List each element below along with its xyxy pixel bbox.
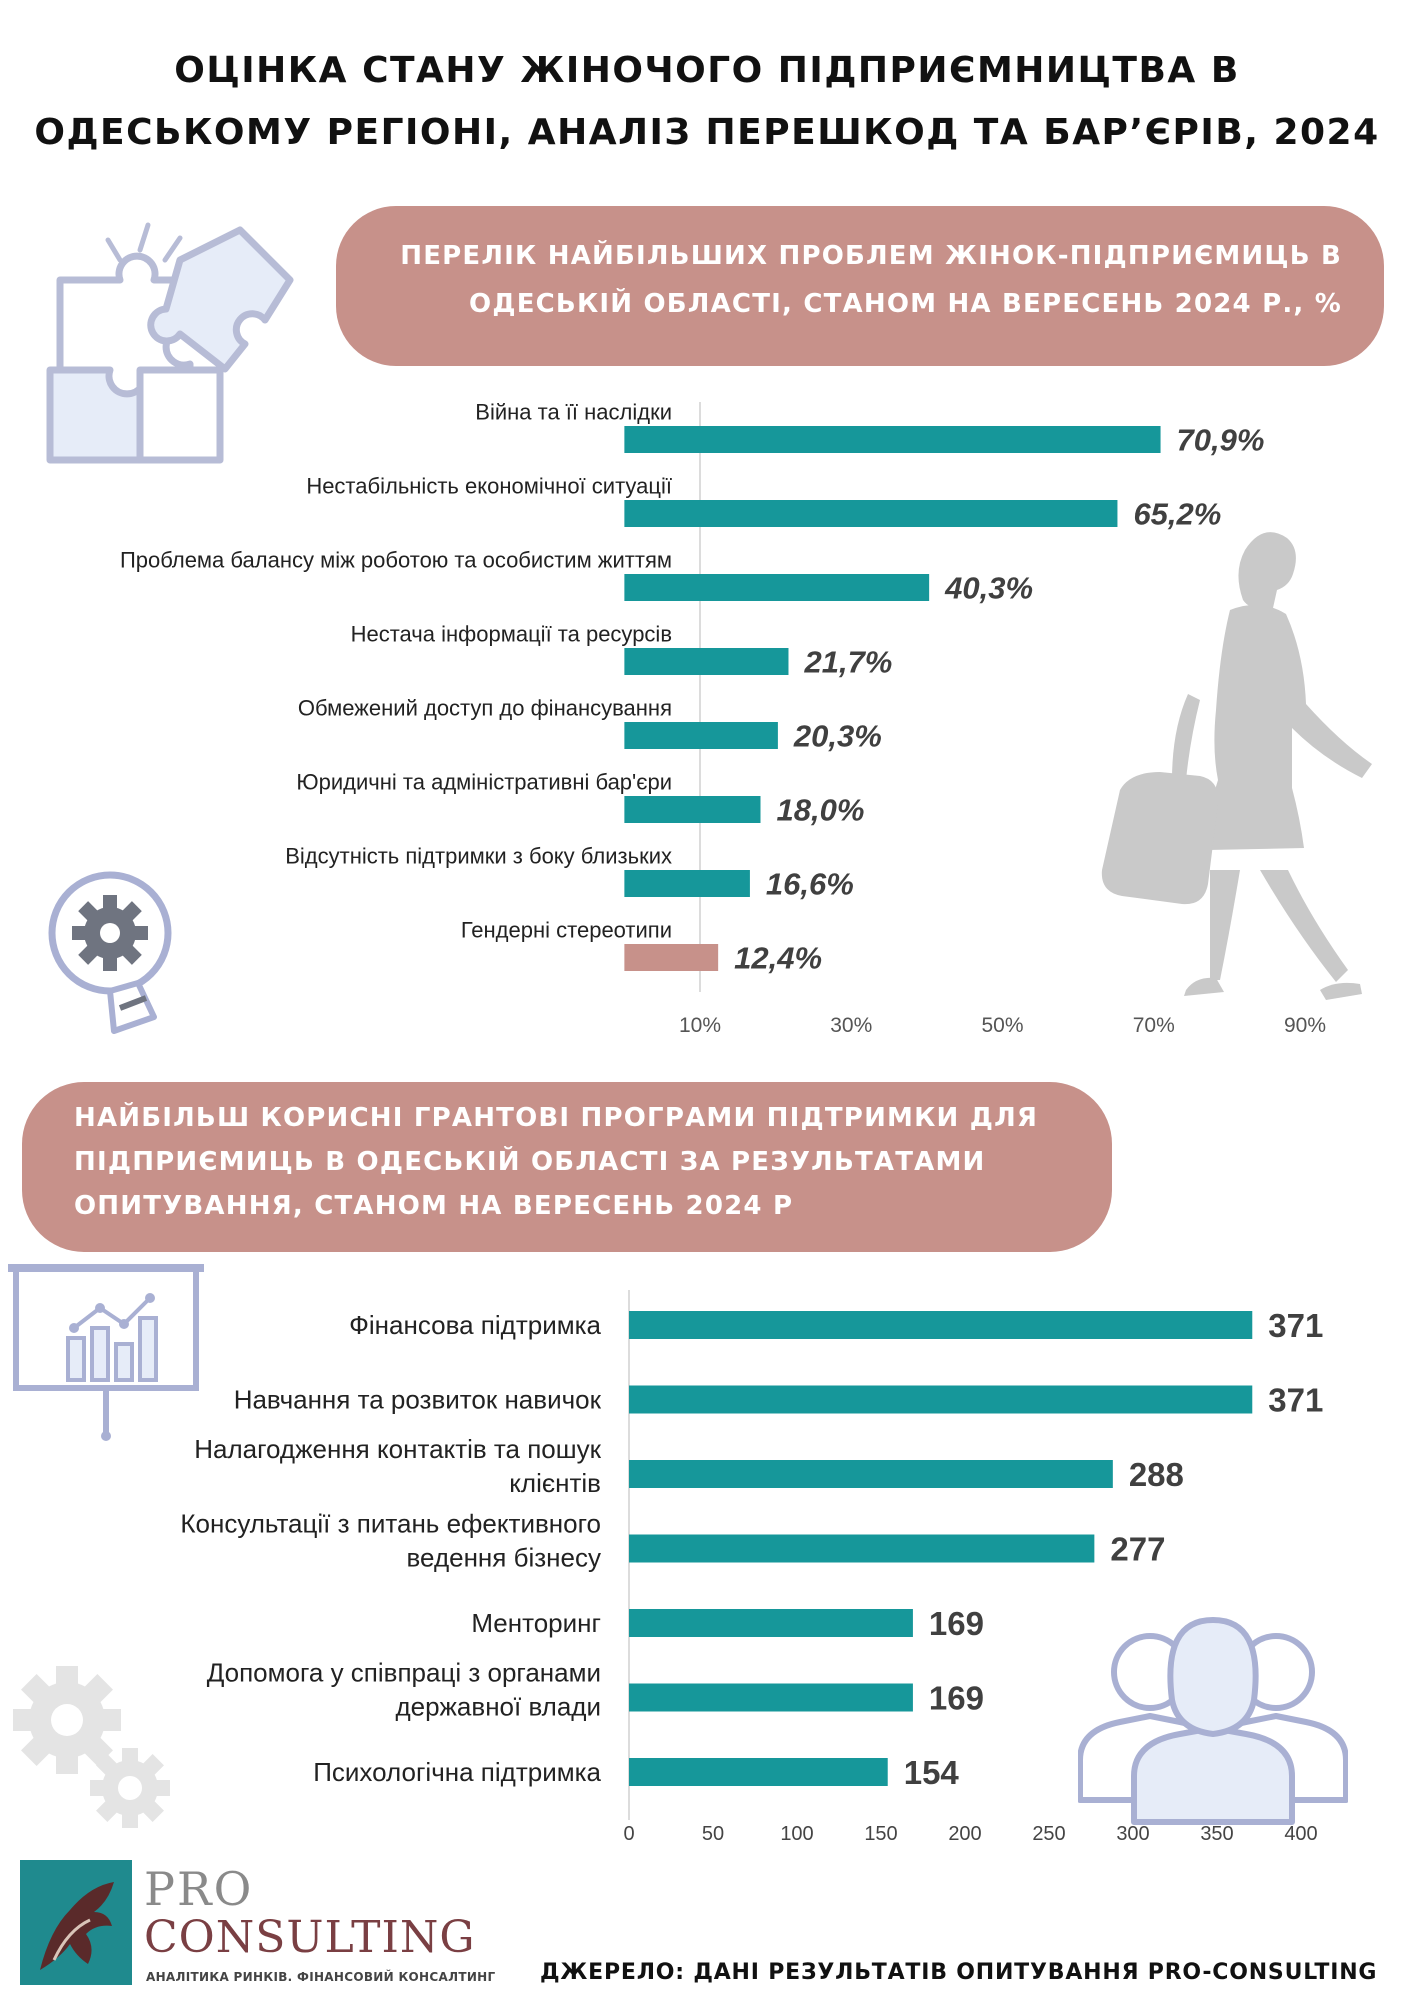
chart-2-category-label: Допомога у співпраці з органами: [206, 1657, 601, 1688]
logo-emblem-icon: [20, 1860, 132, 1985]
chart-2-x-tick-label: 200: [948, 1823, 982, 1845]
page-title: [0, 40, 1414, 164]
chart-1-x-tick-label: 50%: [981, 1014, 1024, 1037]
chart-1-category-label: Відсутність підтримки з боку близьких: [285, 843, 672, 869]
chart-2-x-tick-label: 50: [701, 1823, 725, 1845]
section-2-header: [22, 1082, 1112, 1252]
chart-1-bar: [624, 870, 750, 897]
chart-1-bar: [624, 796, 760, 823]
chart-2-category-label: ведення бізнесу: [406, 1542, 601, 1573]
chart-2-x-tick-label: 300: [1116, 1823, 1150, 1845]
chart-1-x-tick-label: 10%: [678, 1014, 722, 1037]
chart-1-category-label: Юридичні та адміністративні бар'єри: [296, 769, 672, 795]
chart-2-category-label: Фінансова підтримка: [349, 1310, 601, 1340]
page-title-line-2: ОДЕСЬКОМУ РЕГІОНІ, АНАЛІЗ ПЕРЕШКОД ТА БАР’ЄРІВ, 2024: [34, 112, 1380, 153]
chart-2-value-label: 371: [1268, 1307, 1324, 1344]
chart-2-value-label: 277: [1110, 1530, 1166, 1568]
chart-2-x-tick-label: 400: [1284, 1823, 1318, 1845]
chart-2-category-label: державної влади: [395, 1691, 601, 1722]
chart-2-bar: [629, 1535, 1094, 1563]
chart-2-bar: [629, 1758, 888, 1786]
chart-2-value-label: 288: [1128, 1456, 1184, 1493]
chart-2-category-label: Навчання та розвиток навичок: [233, 1384, 601, 1415]
chart-1-category-label: Гендерні стереотипи: [460, 917, 672, 943]
chart-2-x-tick-label: 150: [864, 1823, 898, 1845]
chart-2-category-label: Налагодження контактів та пошук: [194, 1434, 601, 1464]
chart-1-category-label: Нестабільність економічної ситуації: [306, 473, 672, 499]
logo-consulting-text: CONSULTING: [144, 1912, 476, 1963]
logo-pro-text: PRO: [144, 1862, 254, 1916]
chart-1-value-label: 21,7%: [804, 644, 893, 680]
chart-1-bar: [624, 426, 1160, 453]
chart-2-bar: [629, 1609, 913, 1637]
chart-1-bar: [624, 500, 1117, 527]
chart-2-x-tick-label: 350: [1200, 1823, 1234, 1845]
section-1-header: [336, 206, 1384, 366]
chart-1-value-label: 20,3%: [793, 718, 882, 754]
problems-chart: [60, 402, 1360, 1042]
chart-2-category-label: Консультації з питань ефективного: [180, 1508, 601, 1539]
chart-2-category-label: клієнтів: [509, 1468, 601, 1498]
chart-2-value-label: 169: [928, 1679, 984, 1717]
chart-2-bar: [629, 1684, 913, 1712]
chart-1-value-label: 70,9%: [1176, 422, 1265, 458]
pro-consulting-logo: [20, 1860, 530, 1990]
chart-2-value-label: 169: [928, 1605, 984, 1642]
section-2-title-line-1: НАЙБІЛЬШ КОРИСНІ ГРАНТОВІ ПРОГРАМИ ПІДТРИМКИ ДЛЯ: [74, 1103, 1039, 1133]
chart-2-category-label: Менторинг: [471, 1608, 601, 1638]
source-note: ДЖЕРЕЛО: ДАНІ РЕЗУЛЬТАТІВ ОПИТУВАННЯ PRO-CONSULTING: [540, 1960, 1378, 1985]
logo-tagline: АНАЛІТИКА РИНКІВ. ФІНАНСОВИЙ КОНСАЛТИНГ: [146, 1970, 496, 1984]
chart-2-bar: [629, 1311, 1252, 1339]
chart-1-x-tick-label: 90%: [1283, 1014, 1327, 1037]
chart-2-bar: [629, 1460, 1113, 1488]
chart-1-value-label: 40,3%: [945, 570, 1034, 606]
chart-1-bar: [624, 722, 778, 749]
chart-1-category-label: Проблема балансу між роботою та особистим життям: [119, 547, 672, 573]
chart-1-category-label: Війна та її наслідки: [475, 402, 672, 425]
chart-1-category-label: Нестача інформації та ресурсів: [350, 621, 672, 647]
page-title-line-1: ОЦІНКА СТАНУ ЖІНОЧОГО ПІДПРИЄМНИЦТВА В: [174, 50, 1240, 91]
chart-1-value-label: 16,6%: [765, 866, 854, 902]
chart-1-x-tick-label: 30%: [830, 1014, 873, 1037]
grant-programs-chart: [60, 1290, 1360, 1850]
chart-2-bar: [629, 1386, 1252, 1414]
chart-1-category-label: Обмежений доступ до фінансування: [297, 695, 672, 721]
chart-1-bar: [624, 648, 788, 675]
chart-2-value-label: 371: [1268, 1381, 1324, 1419]
chart-2-category-label: Психологічна підтримка: [313, 1757, 601, 1787]
chart-2-x-tick-label: 100: [780, 1823, 814, 1845]
section-2-title-line-2: ПІДПРИЄМИЦЬ В ОДЕСЬКІЙ ОБЛАСТІ ЗА РЕЗУЛЬТАТАМИ: [74, 1147, 986, 1177]
chart-1-value-label: 12,4%: [734, 940, 823, 976]
section-1-title-line-1: ПЕРЕЛІК НАЙБІЛЬШИХ ПРОБЛЕМ ЖІНОК-ПІДПРИЄМИЦЬ В: [400, 241, 1342, 271]
chart-2-x-tick-label: 250: [1032, 1823, 1066, 1845]
chart-1-value-label: 65,2%: [1133, 496, 1222, 532]
section-1-title-line-2: ОДЕСЬКІЙ ОБЛАСТІ, СТАНОМ НА ВЕРЕСЕНЬ 2024 Р., %: [469, 289, 1342, 319]
chart-1-value-label: 18,0%: [776, 792, 865, 828]
section-2-title-line-3: ОПИТУВАННЯ, СТАНОМ НА ВЕРЕСЕНЬ 2024 Р: [74, 1191, 794, 1221]
chart-1-bar: [624, 944, 718, 971]
chart-1-x-tick-label: 70%: [1132, 1014, 1175, 1037]
chart-1-bar: [624, 574, 929, 601]
chart-2-x-tick-label: 0: [623, 1823, 635, 1845]
chart-2-value-label: 154: [903, 1754, 959, 1791]
